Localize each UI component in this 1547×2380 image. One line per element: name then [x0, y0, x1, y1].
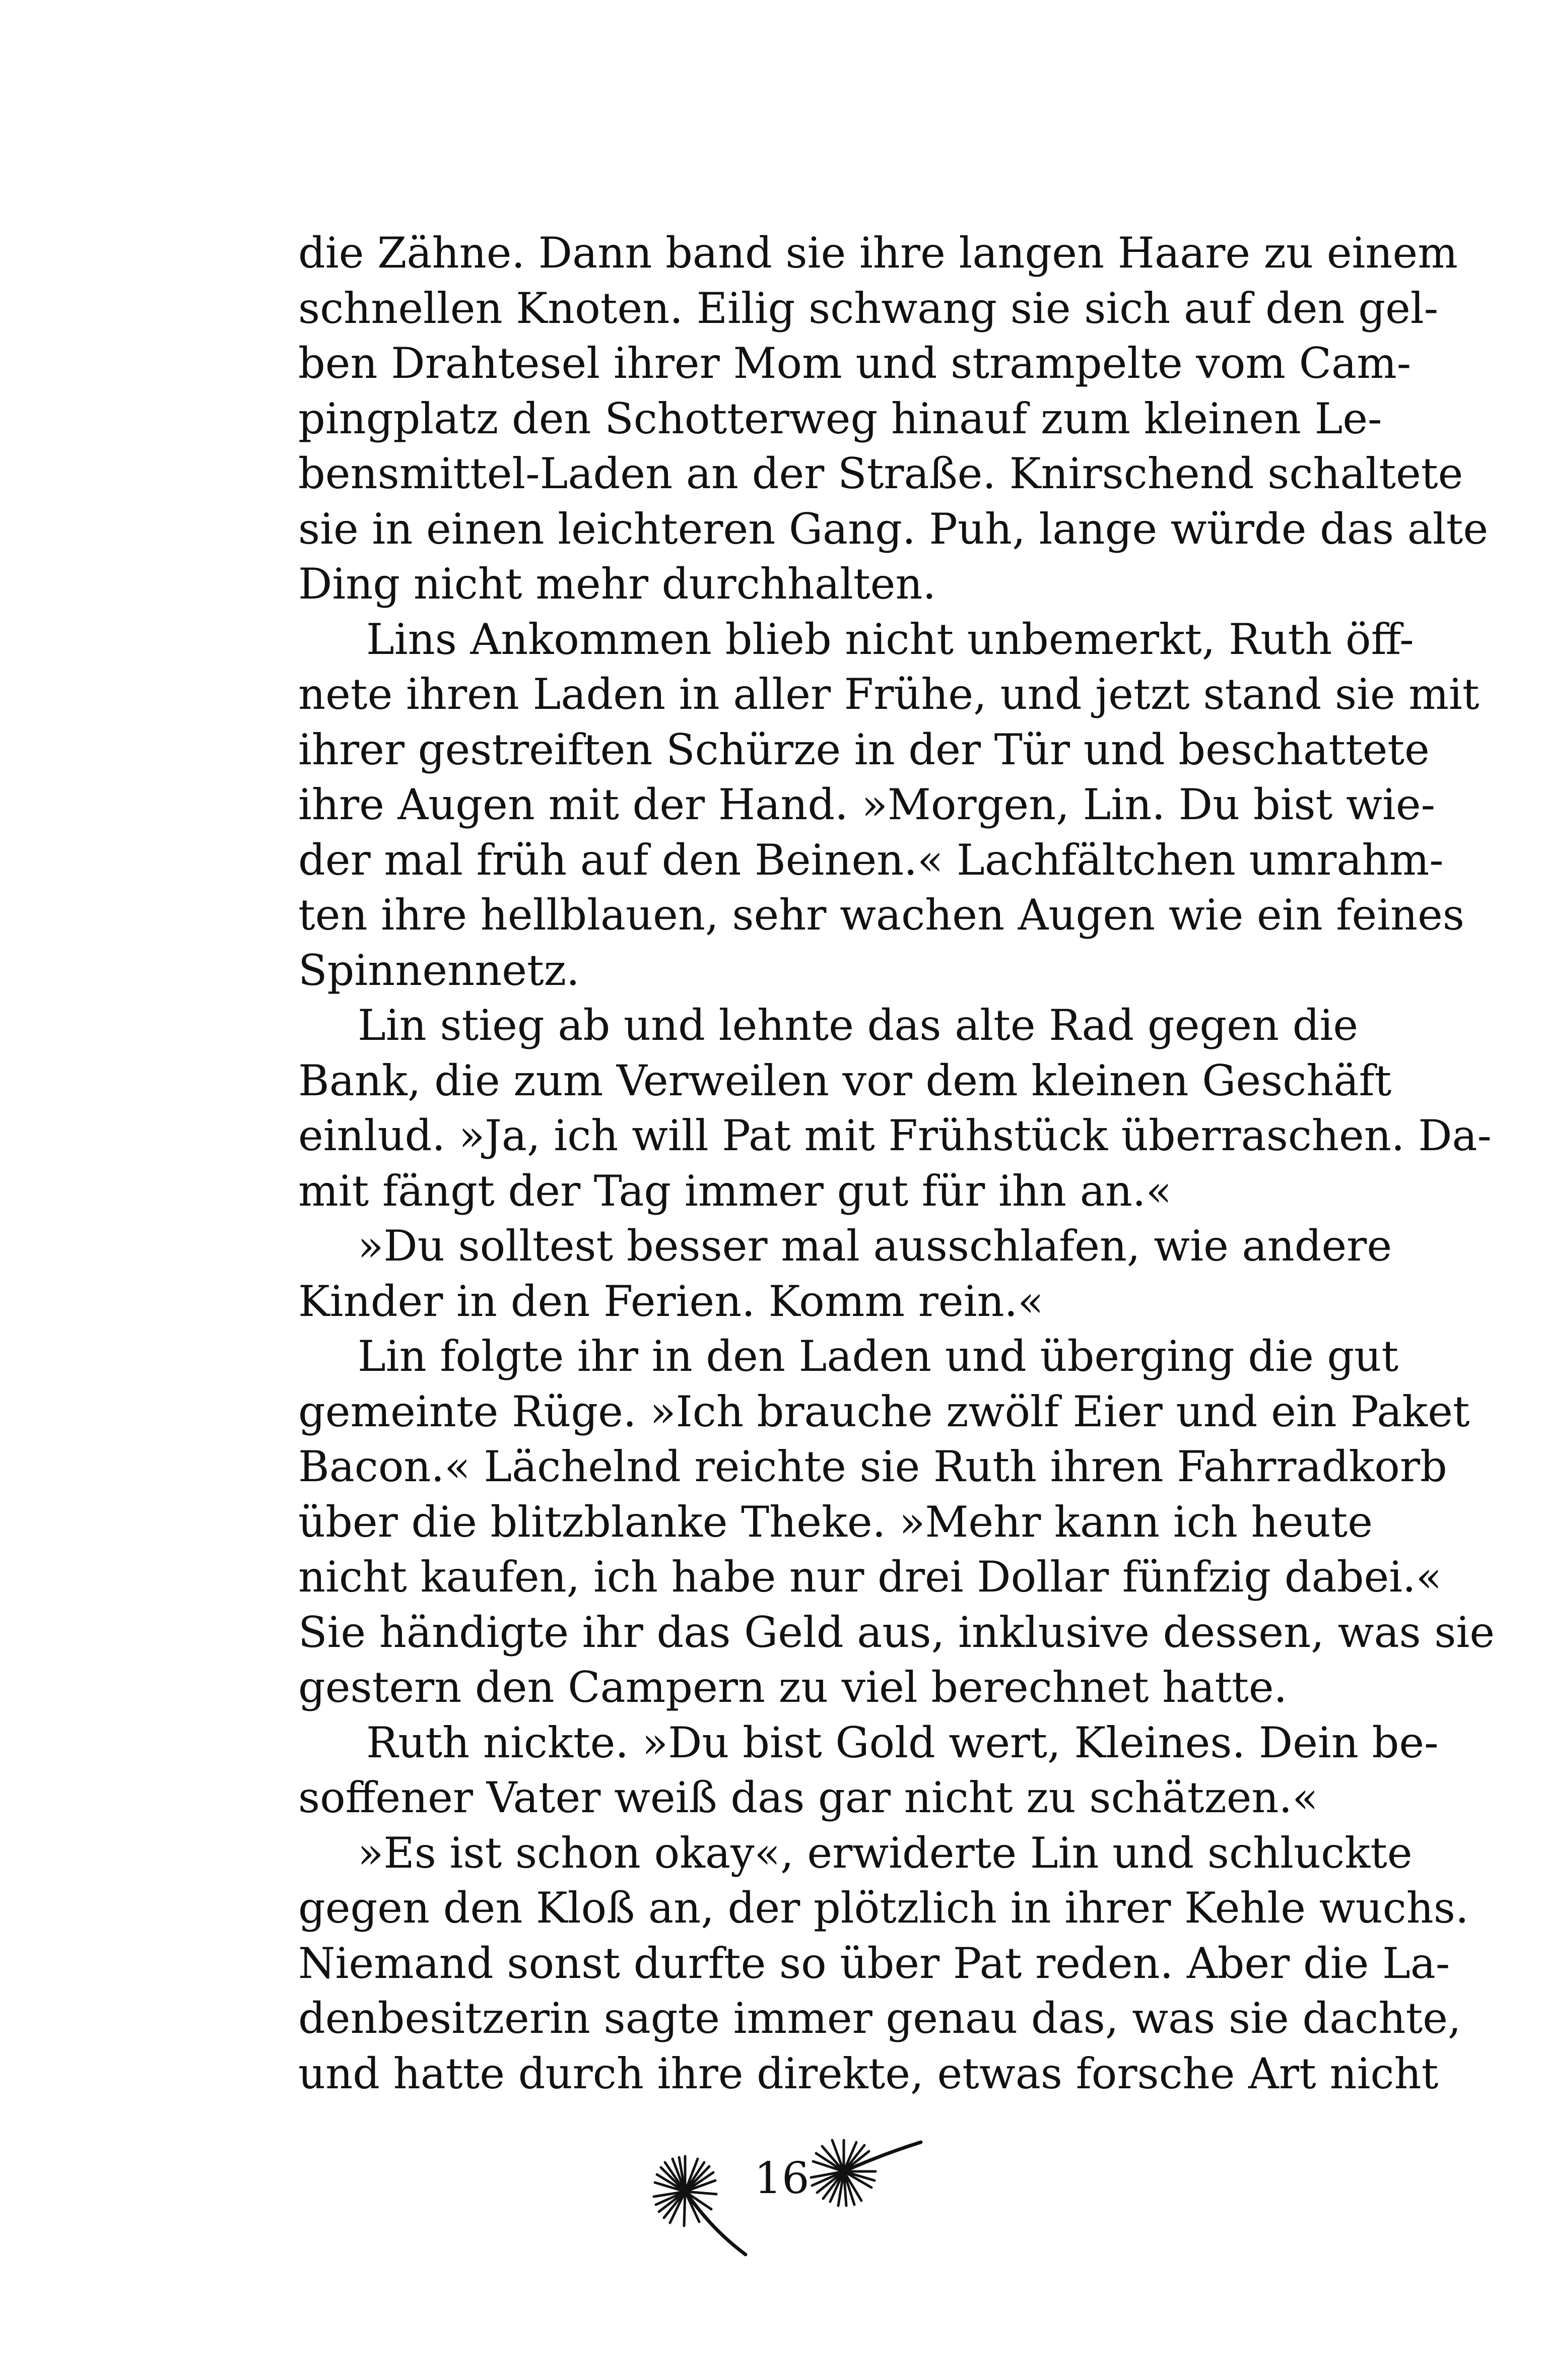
text-line: pingplatz den Schotterweg hinauf zum kleinen Le- [298, 393, 1382, 443]
body-text [298, 226, 1495, 2101]
text-line: Ding nicht mehr durchhalten. [298, 559, 936, 609]
page-footer [0, 2116, 1547, 2267]
text-line: »Du solltest besser mal ausschlafen, wie andere [358, 1221, 1392, 1271]
text-line: Lins Ankommen blieb nicht unbemerkt, Ruth öff- [366, 614, 1414, 664]
text-line: der mal früh auf den Beinen.« Lachfältchen umrahm- [298, 835, 1444, 885]
text-line: nicht kaufen, ich habe nur drei Dollar fünfzig dabei.« [298, 1552, 1442, 1602]
text-line: sie in einen leichteren Gang. Puh, lange würde das alte [298, 504, 1489, 554]
text-line: über die blitzblanke Theke. »Mehr kann ich heute [298, 1497, 1373, 1547]
text-line: ten ihre hellblauen, sehr wachen Augen wie ein feines [298, 890, 1464, 940]
text-line: Bacon.« Lächelnd reichte sie Ruth ihren Fahrradkorb [298, 1442, 1447, 1491]
text-line: Niemand sonst durfte so über Pat reden. Aber die La- [298, 1938, 1450, 1988]
text-line: »Es ist schon okay«, erwiderte Lin und schluckte [358, 1828, 1413, 1878]
text-line: mit fängt der Tag immer gut für ihn an.« [298, 1166, 1172, 1216]
text-line: Kinder in den Ferien. Komm rein.« [298, 1276, 1044, 1326]
text-line: Lin stieg ab und lehnte das alte Rad gegen die [358, 1001, 1359, 1050]
dandelion-seed-icon [806, 2131, 927, 2217]
text-line: ben Drahtesel ihrer Mom und strampelte vom Cam- [298, 339, 1411, 388]
text-line: bensmittel-Laden an der Straße. Knirschend schaltete [298, 449, 1463, 498]
text-line: nete ihren Laden in aller Frühe, und jetzt stand sie mit [298, 670, 1479, 719]
text-line: ihrer gestreiften Schürze in der Tür und beschattete [298, 724, 1430, 774]
text-line: die Zähne. Dann band sie ihre langen Haare zu einem [298, 228, 1458, 278]
text-line: gemeinte Rüge. »Ich brauche zwölf Eier und ein Paket [298, 1386, 1470, 1436]
text-line: ihre Augen mit der Hand. »Morgen, Lin. Du bist wie- [298, 780, 1435, 829]
text-line: schnellen Knoten. Eilig schwang sie sich auf den gel- [298, 283, 1439, 333]
text-line: gegen den Kloß an, der plötzlich in ihrer Kehle wuchs. [298, 1883, 1469, 1933]
text-line: einlud. »Ja, ich will Pat mit Frühstück überraschen. Da- [298, 1111, 1492, 1160]
text-line: Ruth nickte. »Du bist Gold wert, Kleines. Dein be- [366, 1717, 1439, 1767]
text-line: denbesitzerin sagte immer genau das, was sie dachte, [298, 1994, 1461, 2043]
text-line: Bank, die zum Verweilen vor dem kleinen Geschäft [298, 1055, 1392, 1105]
text-line: und hatte durch ihre direkte, etwas forsche Art nicht [298, 2048, 1439, 2098]
text-line: Lin folgte ihr in den Laden und überging die gut [358, 1332, 1399, 1381]
text-line: Spinnennetz. [298, 945, 580, 995]
text-line: Sie händigte ihr das Geld aus, inklusive dessen, was sie [298, 1607, 1495, 1657]
text-line: soffener Vater weiß das gar nicht zu schätzen.« [298, 1773, 1318, 1822]
page-number: 16 [754, 2153, 810, 2204]
text-line: gestern den Campern zu viel berechnet hatte. [298, 1663, 1288, 1712]
